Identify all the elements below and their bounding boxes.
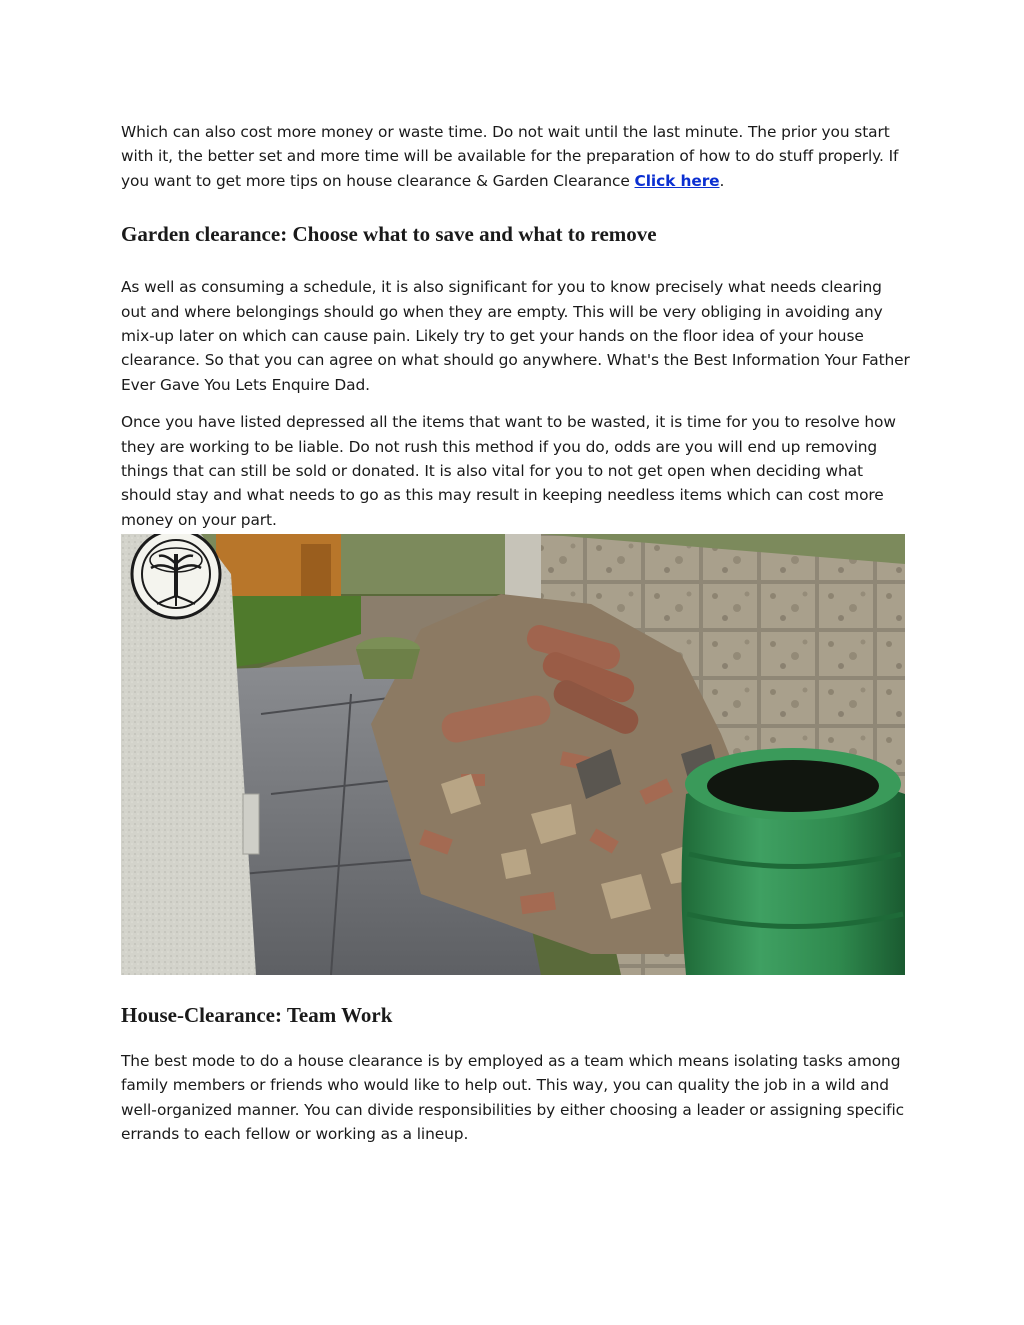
paragraph-team-work: The best mode to do a house clearance is by employed as a team which means isolating tasks among family members or friends who would like to help out. This way, you can quality the job in a wild and well-organized manner. You can divide responsibilities by either choosing a leader or assigning specific errands to each fellow or working as a lineup. (121, 1052, 905, 1144)
paragraph-schedule: As well as consuming a schedule, it is also significant for you to know precisely what needs clearing out and where belongings should go when they are empty. This will be very obliging in avoiding any mix-up later on which can cause pain. Likely try to get your hands on the floor idea of your house clearance. So that you can agree on what should go anywhere. What's the Best Information Your Father Ever Gave You Lets Enquire Dad. (121, 278, 910, 394)
green-barrel-shape (682, 748, 906, 975)
paragraph-intro-end: . (719, 171, 725, 190)
garden-rubble-illustration (121, 534, 905, 975)
tree-of-life-logo-icon (132, 534, 220, 618)
paragraph-intro (121, 120, 911, 193)
paragraph-listed-items: Once you have listed depressed all the items that want to be wasted, it is time for you to resolve how they are working to be liable. Do not rush this method if you do, odds are you will end up removing things that can still be sold or donated. It is also vital for you to not get open when deciding what should stay and what needs to go as this may result in keeping needless items which can cost more money on your part. (121, 413, 896, 529)
garden-rubble-photo (121, 534, 905, 975)
click-here-link[interactable]: Click here (634, 171, 720, 190)
document-page (121, 118, 911, 1144)
heading-team-work: House-Clearance: Team Work (121, 1003, 393, 1027)
paragraph-intro-text: Which can also cost more money or waste time. Do not wait until the last minute. The prior you start with it, the better set and more time will be available for the preparation of how to do stuff properly. If you want to get more tips on house clearance & Garden Clearance (121, 123, 899, 190)
heading-garden-clearance: Garden clearance: Choose what to save and what to remove (121, 222, 657, 247)
